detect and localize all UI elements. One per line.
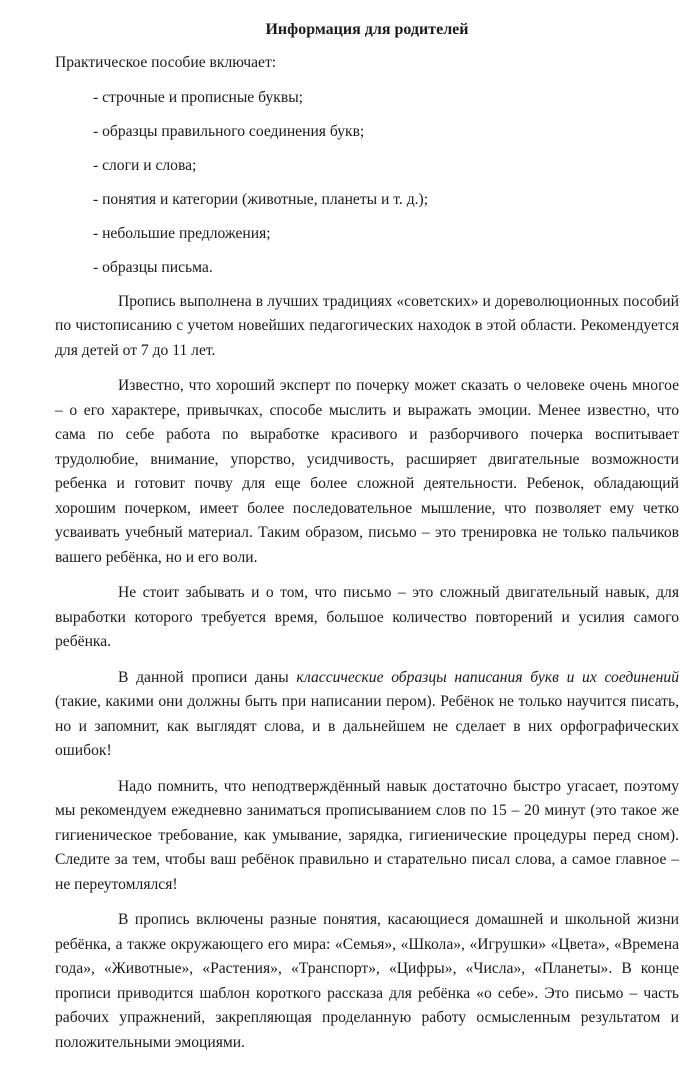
contents-list xyxy=(93,86,679,280)
list-item: - понятия и категории (животные, планеты и т. д.); xyxy=(93,190,429,208)
paragraph-concepts: В пропись включены разные понятия, касающиеся домашней и школьной жизни ребёнка, а также окружающего его мира: «Семья», «Школа», «Игрушки» «Цвета», «Времена года», «Животные», «Растения», «Транспорт», «Цифры», «Числа», «Планеты». В конце прописи приводится шаблон короткого рассказа для ребёнка «о себе». Это письмо – часть рабочих упражнений, закрепляющая проделанную работу осмысленным результатом и положительными эмоциями. xyxy=(55,911,679,1051)
paragraph-classic-samples-italic: классические образцы написания букв и их соединений xyxy=(296,668,679,686)
list-item: - образцы письма. xyxy=(93,258,213,276)
list-item: - небольшие предложения; xyxy=(93,224,271,242)
list-item: - образцы правильного соединения букв; xyxy=(93,122,365,140)
paragraph-classic-samples xyxy=(55,666,679,764)
paragraph-classic-samples-end: (такие, какими они должны быть при написании пером). Ребёнок не только научится писать, но и запомнит, как выглядят слова, и в дальнейшем не сделает в них орфографических ошибок! xyxy=(55,693,679,759)
page-title: Информация для родителей xyxy=(265,21,469,38)
list-item: - слоги и слова; xyxy=(93,156,197,174)
paragraph-classic-samples-start: В данной прописи даны xyxy=(118,668,297,686)
paragraph-motor-skill: Не стоит забывать и о том, что письмо – это сложный двигательный навык, для выработки которого требуется время, большое количество повторений и усилия самого ребёнка. xyxy=(55,584,679,650)
paragraph-handwriting-expert: Известно, что хороший эксперт по почерку может сказать о человеке очень многое – о его характере, привычках, способе мыслить и выражать эмоции. Менее известно, что сама по себе работа по выработке красивого и разборчивого почерка воспитывает трудолюбие, внимание, упорство, усидчивость, расширяет двигательные возможности ребенка и готовит почву для еще более сложной деятельности. Ребенок, обладающий хорошим почерком, имеет более последовательное мышление, что позволяет ему четко усваивать учебный материал. Таким образом, письмо – это тренировка не только пальчиков вашего ребёнка, но и его воли. xyxy=(55,377,679,566)
document-page xyxy=(55,18,679,1066)
intro-text: Практическое пособие включает: xyxy=(55,54,277,71)
paragraph-daily-practice: Надо помнить, что неподтверждённый навык достаточно быстро угасает, поэтому мы рекомендуем ежедневно заниматься прописыванием слов по 15 – 20 минут (это такое же гигиеническое требование, как умывание, зарядка, гигиенические процедуры перед сном). Следите за тем, чтобы ваш ребёнок правильно и старательно писал слова, а самое главное – не переутомлялся! xyxy=(55,777,679,893)
paragraph-traditions: Пропись выполнена в лучших традициях «советских» и дореволюционных пособий по чистописанию с учетом новейших педагогических находок в этой области. Рекомендуется для детей от 7 до 11 лет. xyxy=(55,292,679,359)
list-item: - строчные и прописные буквы; xyxy=(93,88,304,106)
